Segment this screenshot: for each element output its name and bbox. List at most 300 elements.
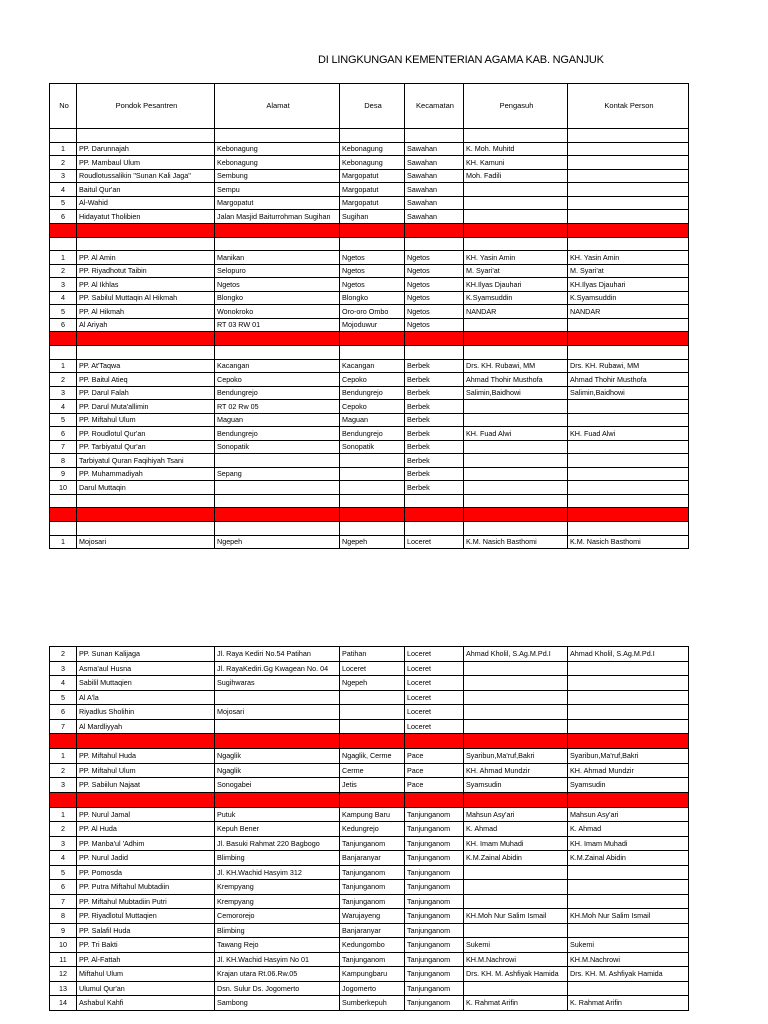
table-cell: 4 [50, 400, 77, 414]
table-cell [464, 467, 568, 481]
table-cell: Jalan Masjid Baiturrohman Sugihan [215, 210, 340, 224]
empty-cell [568, 522, 689, 536]
table-cell: Berbek [405, 440, 464, 454]
table-cell: KH. Fuad Alwi [568, 427, 689, 441]
empty-cell [405, 237, 464, 251]
separator-cell [50, 223, 77, 237]
table-cell: 7 [50, 440, 77, 454]
separator-cell [340, 508, 405, 522]
table-cell: Darul Muttaqin [77, 481, 215, 495]
empty-cell [340, 494, 405, 508]
table-cell: PP. Darunnajah [77, 142, 215, 156]
table-cell: PP. Pomosda [77, 865, 215, 880]
table-cell: PP. Al-Fattah [77, 952, 215, 967]
table-row [50, 967, 689, 982]
table-cell: PP. Manba'ul 'Adhim [77, 836, 215, 851]
table-cell [464, 440, 568, 454]
table-cell: 1 [50, 142, 77, 156]
table-cell: Berbek [405, 427, 464, 441]
table-cell: Ngaglik [215, 763, 340, 778]
header-pengasuh: Pengasuh [464, 84, 568, 129]
table-cell: Mojosari [215, 705, 340, 720]
table-cell: Krempyang [215, 894, 340, 909]
separator-cell [77, 734, 215, 749]
table-cell: Blimbing [215, 923, 340, 938]
separator-cell [77, 223, 215, 237]
empty-row [50, 346, 689, 360]
table-cell: 9 [50, 923, 77, 938]
table-cell: Baitul Qur'an [77, 183, 215, 197]
table-cell: Maguan [340, 413, 405, 427]
table-cell: Sawahan [405, 169, 464, 183]
table-cell: Ngetos [215, 278, 340, 292]
table-cell: Ngetos [405, 264, 464, 278]
table-cell: Bendungrejo [340, 427, 405, 441]
table-cell [464, 413, 568, 427]
table-cell: 6 [50, 427, 77, 441]
table-cell: Loceret [405, 705, 464, 720]
page-title: DI LINGKUNGAN KEMENTERIAN AGAMA KAB. NGANJUK [318, 54, 604, 66]
table-cell: KH.M.Nachrowi [568, 952, 689, 967]
table-cell: Hidayatut Tholibien [77, 210, 215, 224]
table-cell: Tanjunganom [405, 865, 464, 880]
empty-cell [50, 237, 77, 251]
table-cell: Sawahan [405, 210, 464, 224]
table-cell: Bendungrejo [340, 386, 405, 400]
table-row [50, 400, 689, 414]
table-cell: Cemororejo [215, 909, 340, 924]
table-cell: KH.M.Nachrowi [464, 952, 568, 967]
table-cell: Tanjunganom [405, 851, 464, 866]
table-cell: NANDAR [568, 305, 689, 319]
table-cell: PP. Miftahul Ulum [77, 413, 215, 427]
table-cell: PP. Miftahul Huda [77, 749, 215, 764]
table-cell: Sugihwaras [215, 676, 340, 691]
separator-cell [464, 792, 568, 807]
table-cell: Al Mardliyyah [77, 719, 215, 734]
table-cell: Tawang Rejo [215, 938, 340, 953]
table-cell: PP. Darul Falah [77, 386, 215, 400]
table-cell: Tanjunganom [405, 880, 464, 895]
table-cell: Sawahan [405, 183, 464, 197]
table-row [50, 952, 689, 967]
header-kontak-person: Kontak Person [568, 84, 689, 129]
table-row [50, 427, 689, 441]
empty-cell [568, 494, 689, 508]
table-cell: Syamsudin [464, 778, 568, 793]
empty-cell [568, 237, 689, 251]
table-cell: Berbek [405, 373, 464, 387]
table-cell: K. Moh. Muhitd [464, 142, 568, 156]
table-cell: Patihan [340, 647, 405, 662]
table-cell [340, 467, 405, 481]
table-row [50, 291, 689, 305]
table-cell: Selopuro [215, 264, 340, 278]
empty-cell [464, 522, 568, 536]
empty-cell [215, 129, 340, 143]
table-cell: Sugihan [340, 210, 405, 224]
table-cell [215, 454, 340, 468]
empty-row [50, 494, 689, 508]
separator-cell [464, 508, 568, 522]
separator-cell [464, 223, 568, 237]
table-cell: Kacangan [215, 359, 340, 373]
empty-row [50, 522, 689, 536]
table-cell: 3 [50, 778, 77, 793]
table-cell: PP. Muhammadiyah [77, 467, 215, 481]
table-cell [568, 481, 689, 495]
table-cell: Tanjunganom [340, 894, 405, 909]
separator-cell [50, 792, 77, 807]
table-cell: PP. Nurul Jamal [77, 807, 215, 822]
table-cell: PP. Baitul Atieq [77, 373, 215, 387]
separator-cell [215, 508, 340, 522]
table-cell: Ngetos [340, 264, 405, 278]
table-row [50, 909, 689, 924]
table-cell: Jogomerto [340, 981, 405, 996]
empty-cell [464, 346, 568, 360]
table-cell: Ngetos [405, 305, 464, 319]
table-cell: 1 [50, 251, 77, 265]
table-cell [568, 690, 689, 705]
table-cell: K. Ahmad [568, 822, 689, 837]
table-cell: 5 [50, 196, 77, 210]
table-cell [464, 676, 568, 691]
table-row [50, 481, 689, 495]
table-cell: Tarbiyatul Quran Faqihiyah Tsani [77, 454, 215, 468]
table-cell: 2 [50, 373, 77, 387]
separator-cell [405, 792, 464, 807]
table-cell: PP. Nurul Jadid [77, 851, 215, 866]
table-cell: Salimin,Baidhowi [464, 386, 568, 400]
table-cell: Ngepeh [215, 535, 340, 549]
header-desa: Desa [340, 84, 405, 129]
table-cell: Ngaglik, Cerme [340, 749, 405, 764]
empty-cell [340, 237, 405, 251]
separator-cell [340, 792, 405, 807]
table-cell: Banjaranyar [340, 923, 405, 938]
table-cell: KH. Imam Muhadi [568, 836, 689, 851]
table-cell: Warujayeng [340, 909, 405, 924]
empty-cell [77, 494, 215, 508]
table-cell: Ngetos [405, 291, 464, 305]
table-cell: K.Syamsuddin [568, 291, 689, 305]
table-cell: 8 [50, 454, 77, 468]
empty-cell [340, 129, 405, 143]
separator-cell [77, 792, 215, 807]
table-cell: Cerme [340, 763, 405, 778]
table-cell: 7 [50, 894, 77, 909]
table-cell: K.M.Zainal Abidin [568, 851, 689, 866]
table-cell: PP. Putra Miftahul Mubtadiin [77, 880, 215, 895]
table-cell [568, 169, 689, 183]
table-cell: 13 [50, 981, 77, 996]
table-cell: Jl. KH.Wachid Hasyim No 01 [215, 952, 340, 967]
table-cell [340, 481, 405, 495]
table-cell [215, 481, 340, 495]
table-cell: Ngepeh [340, 676, 405, 691]
table-cell [215, 719, 340, 734]
table-cell: Kedungrejo [340, 822, 405, 837]
separator-cell [215, 792, 340, 807]
empty-cell [568, 346, 689, 360]
separator-cell [405, 734, 464, 749]
table-row [50, 880, 689, 895]
empty-cell [77, 129, 215, 143]
table-row [50, 778, 689, 793]
table-cell: Sonopatik [215, 440, 340, 454]
table-cell: Putuk [215, 807, 340, 822]
table-cell: 2 [50, 156, 77, 170]
table-cell: Krajan utara Rt.06.Rw.05 [215, 967, 340, 982]
table-cell [568, 894, 689, 909]
table-cell: Jetis [340, 778, 405, 793]
table-cell: Berbek [405, 454, 464, 468]
table-row [50, 851, 689, 866]
table-row [50, 836, 689, 851]
table-cell: RT 03 RW 01 [215, 318, 340, 332]
table-cell: Loceret [405, 676, 464, 691]
empty-cell [50, 129, 77, 143]
table-cell: Sukemi [464, 938, 568, 953]
table-cell: 6 [50, 318, 77, 332]
table-cell: KH. Yasin Amin [568, 251, 689, 265]
table-row [50, 690, 689, 705]
table-cell: Berbek [405, 467, 464, 481]
empty-cell [568, 129, 689, 143]
table-cell: 4 [50, 676, 77, 691]
separator-row [50, 223, 689, 237]
table-cell: 2 [50, 763, 77, 778]
empty-cell [77, 237, 215, 251]
table-cell: Tanjunganom [405, 967, 464, 982]
table-cell: Kepuh Bener [215, 822, 340, 837]
table-cell [568, 719, 689, 734]
separator-cell [215, 734, 340, 749]
table-cell: Tanjunganom [405, 996, 464, 1011]
table-cell: K. Ahmad [464, 822, 568, 837]
table-cell: Mojosari [77, 535, 215, 549]
table-row [50, 923, 689, 938]
table-cell: K. Rahmat Arifin [464, 996, 568, 1011]
table-cell: 3 [50, 386, 77, 400]
table-cell [464, 400, 568, 414]
empty-cell [405, 346, 464, 360]
table-row [50, 661, 689, 676]
table-cell: Jl. Raya Kediri No.54 Patihan [215, 647, 340, 662]
table-cell: Kampung Baru [340, 807, 405, 822]
table-cell [464, 880, 568, 895]
table-cell: 5 [50, 865, 77, 880]
table-cell: Kampungbaru [340, 967, 405, 982]
table-cell: Ngaglik [215, 749, 340, 764]
empty-cell [340, 522, 405, 536]
table-cell: KH. Ahmad Mundzir [568, 763, 689, 778]
table-cell: Salimin,Baidhowi [568, 386, 689, 400]
table-cell: Loceret [405, 647, 464, 662]
empty-cell [50, 494, 77, 508]
table-cell: 2 [50, 647, 77, 662]
table-cell: K.Syamsuddin [464, 291, 568, 305]
table-cell [568, 196, 689, 210]
table-row [50, 535, 689, 549]
table-row [50, 865, 689, 880]
table-cell: Ngetos [340, 278, 405, 292]
separator-cell [215, 223, 340, 237]
table-row [50, 894, 689, 909]
separator-cell [405, 508, 464, 522]
table-cell: K.M. Nasich Basthomi [464, 535, 568, 549]
table-cell: K.M.Zainal Abidin [464, 851, 568, 866]
table-cell: K.M. Nasich Basthomi [568, 535, 689, 549]
table-cell: Kacangan [340, 359, 405, 373]
table-cell: PP. Sunan Kalijaga [77, 647, 215, 662]
table-cell: Ngetos [405, 318, 464, 332]
table-row [50, 373, 689, 387]
table-cell: Al Ariyah [77, 318, 215, 332]
table-row [50, 440, 689, 454]
table-cell: 3 [50, 169, 77, 183]
table-cell [568, 705, 689, 720]
table-cell: KH.Ilyas Djauhari [464, 278, 568, 292]
table-cell: Berbek [405, 400, 464, 414]
table-row [50, 413, 689, 427]
empty-row [50, 129, 689, 143]
pesantren-table-bottom [49, 646, 689, 1011]
separator-cell [405, 332, 464, 346]
table-cell: Krempyang [215, 880, 340, 895]
table-cell [464, 690, 568, 705]
table-cell: 9 [50, 467, 77, 481]
table-cell: 3 [50, 661, 77, 676]
table-cell: Cepoko [215, 373, 340, 387]
table-row [50, 981, 689, 996]
table-cell: Cepoko [340, 373, 405, 387]
table-cell: Jl. KH.Wachid Hasyim 312 [215, 865, 340, 880]
table-row [50, 251, 689, 265]
separator-cell [340, 223, 405, 237]
table-cell: Ngetos [340, 251, 405, 265]
empty-cell [77, 522, 215, 536]
empty-cell [50, 346, 77, 360]
table-row [50, 169, 689, 183]
table-cell: 7 [50, 719, 77, 734]
table-cell: Ahmad Kholil, S.Ag.M.Pd.I [464, 647, 568, 662]
table-cell [568, 318, 689, 332]
table-cell: Sembung [215, 169, 340, 183]
table-cell: Drs. KH. Rubawi, MM [568, 359, 689, 373]
table-cell [464, 981, 568, 996]
table-cell: Sawahan [405, 156, 464, 170]
table-cell: Kebonagung [215, 156, 340, 170]
empty-cell [215, 346, 340, 360]
table-row [50, 938, 689, 953]
table-cell: Margopatut [340, 183, 405, 197]
table-row [50, 196, 689, 210]
separator-cell [405, 223, 464, 237]
header-pondok-pesantren: Pondok Pesantren [77, 84, 215, 129]
table-cell: Pace [405, 749, 464, 764]
table-cell: PP. Riyadhotut Taibin [77, 264, 215, 278]
table-cell: KH.Moh Nur Salim Ismail [464, 909, 568, 924]
table-row [50, 763, 689, 778]
table-cell: Wonokroko [215, 305, 340, 319]
empty-cell [405, 129, 464, 143]
table-cell: Blongko [340, 291, 405, 305]
table-cell [568, 865, 689, 880]
table-cell: 8 [50, 909, 77, 924]
table-cell: Tanjunganom [405, 952, 464, 967]
table-cell: Sempu [215, 183, 340, 197]
table-cell: Drs. KH. M. Ashfiyak Hamida [464, 967, 568, 982]
separator-cell [568, 508, 689, 522]
table-cell: KH. Ahmad Mundzir [464, 763, 568, 778]
separator-cell [50, 508, 77, 522]
table-cell: Margopatut [215, 196, 340, 210]
table-cell: Tanjunganom [340, 865, 405, 880]
table-cell: KH.Ilyas Djauhari [568, 278, 689, 292]
empty-cell [215, 494, 340, 508]
pesantren-table-top [49, 83, 689, 549]
table-cell: Berbek [405, 386, 464, 400]
table-cell: 4 [50, 291, 77, 305]
table-cell: Margopatut [340, 196, 405, 210]
table-cell: 2 [50, 822, 77, 837]
table-row [50, 647, 689, 662]
table-cell: Sambong [215, 996, 340, 1011]
table-cell: Al-Wahid [77, 196, 215, 210]
table-row [50, 719, 689, 734]
table-cell: Syamsudin [568, 778, 689, 793]
table-row [50, 807, 689, 822]
table-cell: PP. Tri Bakti [77, 938, 215, 953]
table-cell: PP. Mambaul Ulum [77, 156, 215, 170]
table-cell: KH.Moh Nur Salim Ismail [568, 909, 689, 924]
table-cell: Loceret [405, 661, 464, 676]
table-row [50, 386, 689, 400]
table-cell [568, 400, 689, 414]
table-cell: Drs. KH. Rubawi, MM [464, 359, 568, 373]
table-cell: K. Rahmat Arifin [568, 996, 689, 1011]
table-cell [340, 705, 405, 720]
separator-cell [568, 223, 689, 237]
table-cell: PP. Salafil Huda [77, 923, 215, 938]
table-cell [464, 865, 568, 880]
table-cell: PP. Darul Muta'allimin [77, 400, 215, 414]
table-row [50, 142, 689, 156]
separator-cell [464, 734, 568, 749]
table-cell: RT 02 Rw 05 [215, 400, 340, 414]
table-cell: Ahmad Thohir Musthofa [568, 373, 689, 387]
table-cell: Mahsun Asy'ari [464, 807, 568, 822]
table-cell: 6 [50, 880, 77, 895]
table-row [50, 264, 689, 278]
table-cell: Kebonagung [215, 142, 340, 156]
table-cell: 2 [50, 264, 77, 278]
table-cell: Kebonagung [340, 156, 405, 170]
table-cell: 3 [50, 278, 77, 292]
empty-cell [50, 522, 77, 536]
table-cell: PP. Al Ikhlas [77, 278, 215, 292]
table-cell: PP. Riyadlotul Muttaqien [77, 909, 215, 924]
table-cell: KH. Kamuni [464, 156, 568, 170]
table-cell: Ahmad Thohir Musthofa [464, 373, 568, 387]
empty-cell [215, 522, 340, 536]
table-cell [568, 413, 689, 427]
table-cell: 14 [50, 996, 77, 1011]
table-cell [464, 183, 568, 197]
table-cell: Tanjunganom [405, 822, 464, 837]
